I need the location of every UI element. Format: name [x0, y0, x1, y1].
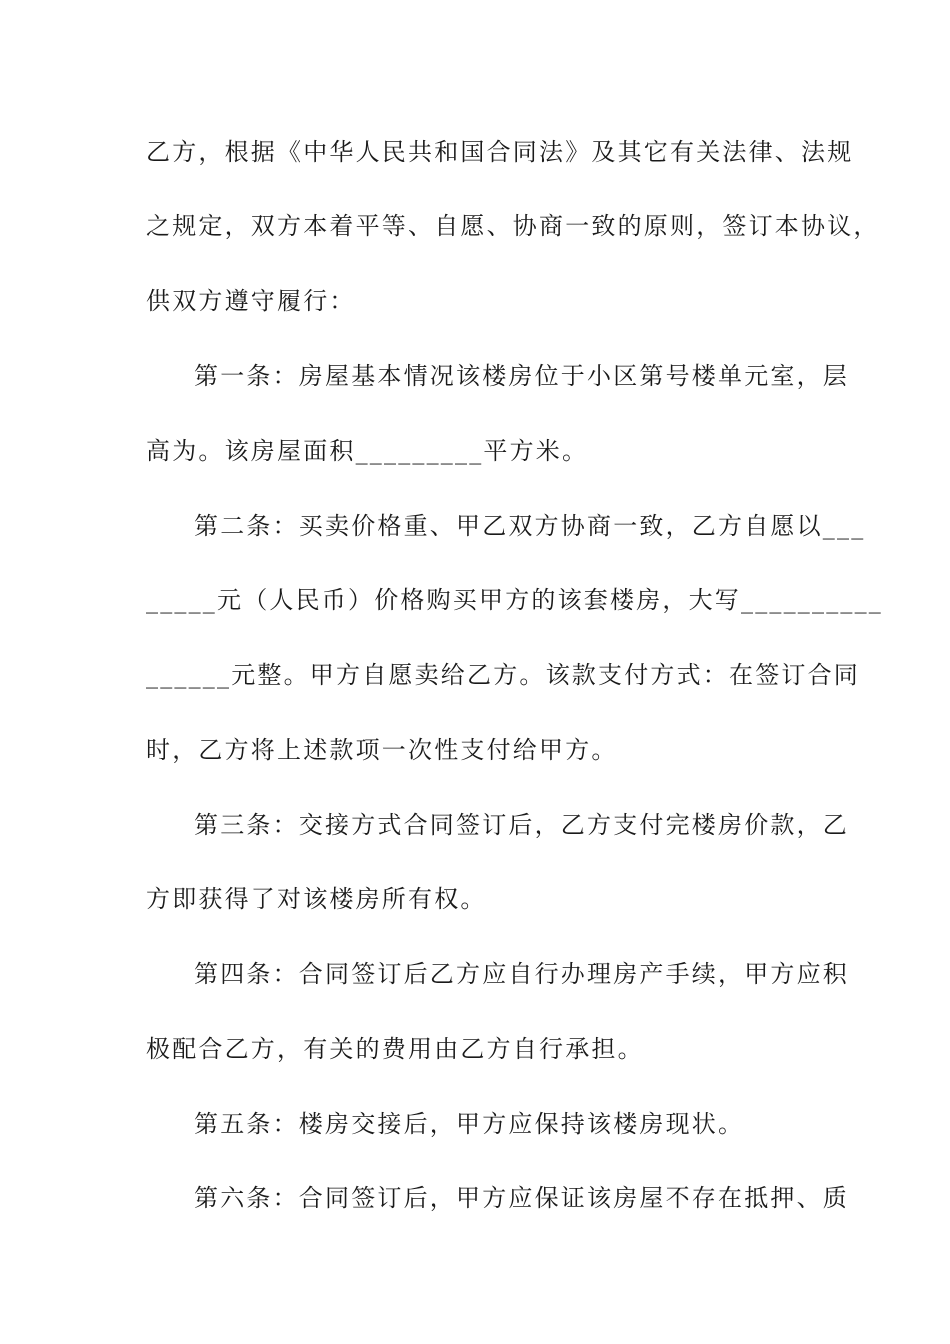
clause-1-line: 第一条：房屋基本情况该楼房位于小区第号楼单元室，层 [194, 362, 849, 390]
text-line: 乙方，根据《中华人民共和国合同法》及其它有关法律、法规 [146, 138, 854, 166]
clause-2-line: 第二条：买卖价格重、甲乙双方协商一致，乙方自愿以___ [194, 512, 866, 540]
text-line: _____元（人民币）价格购买甲方的该套楼房，大写__________ [146, 586, 883, 614]
clause-6-line: 第六条：合同签订后，甲方应保证该房屋不存在抵押、质 [194, 1184, 849, 1212]
clause-3-line: 第三条：交接方式合同签订后，乙方支付完楼房价款，乙 [194, 811, 849, 839]
text-line: 高为。该房屋面积_________平方米。 [146, 437, 589, 465]
text-line: 时，乙方将上述款项一次性支付给甲方。 [146, 736, 618, 764]
text-line: 供双方遵守履行： [146, 287, 356, 315]
text-line: 之规定，双方本着平等、自愿、协商一致的原则，签订本协议， [146, 212, 880, 240]
text-line: ______元整。甲方自愿卖给乙方。该款支付方式：在签订合同 [146, 661, 860, 689]
clause-5-line: 第五条：楼房交接后，甲方应保持该楼房现状。 [194, 1110, 745, 1138]
text-line: 方即获得了对该楼房所有权。 [146, 885, 487, 913]
clause-4-line: 第四条：合同签订后乙方应自行办理房产手续，甲方应积 [194, 960, 849, 988]
text-line: 极配合乙方，有关的费用由乙方自行承担。 [146, 1035, 644, 1063]
